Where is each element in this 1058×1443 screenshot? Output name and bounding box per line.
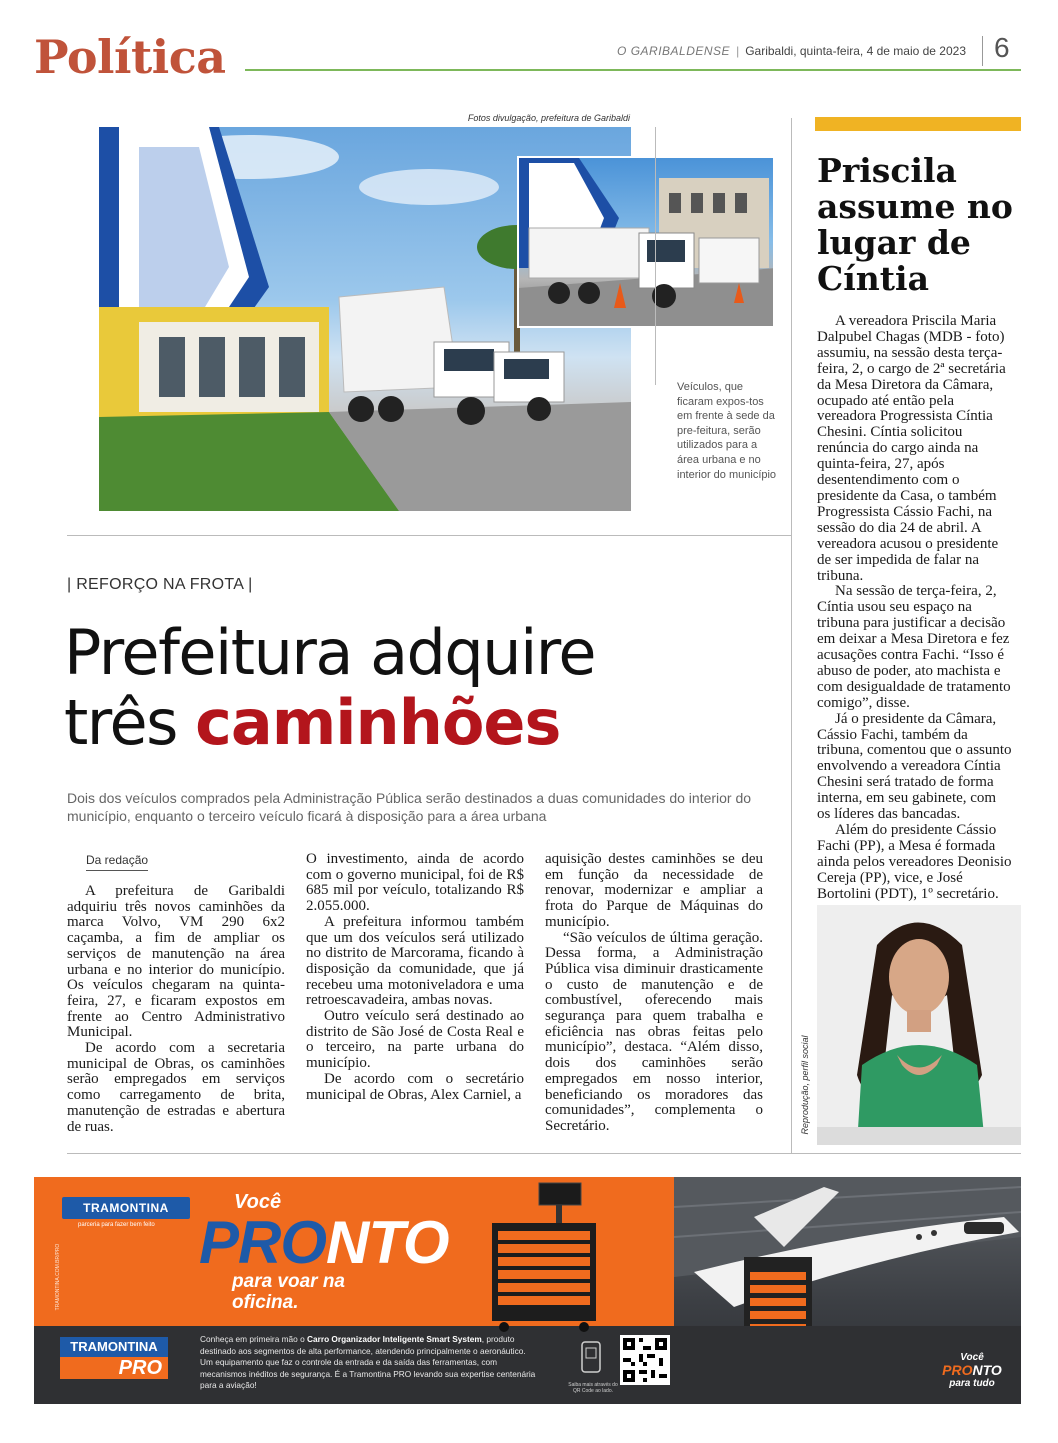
ad-tramontina-pro-logo bbox=[60, 1337, 168, 1381]
ad-copy bbox=[200, 1334, 538, 1392]
qr-code-icon bbox=[623, 1338, 667, 1382]
ad-tool-cabinet-image bbox=[484, 1179, 614, 1334]
ad-copy-rest: , produto destinado aos segmentos de alta performance, atendendo principalmente o aeronáutico. Um equipamento que faz o controle da entrada e da saída das ferramentas, com mecanismos inéditos de segurança. É a Tramontina PRO levando sua expertise centenária para a aviação! bbox=[200, 1334, 536, 1391]
headline-line2-accent: caminhões bbox=[195, 686, 561, 759]
ad-end-slogan bbox=[932, 1352, 1012, 1389]
page-number: 6 bbox=[994, 32, 1010, 63]
article-paragraph: “São veículos de última geração. Dessa forma, a Administração Pública visa diminuir drasticamente o custo de manutenção e de combustível, oferecendo mais segurança para quem trabalha e eficiência nas obras feitas pelo município”, destaca. “Além disso, dois dos caminhões serão empregados em nosso interior, beneficiando os moradores das comunidades”, complementa o Secretário. bbox=[545, 929, 763, 1134]
ad-pronto-nto: NTO bbox=[326, 1209, 449, 1276]
sidebar-photo-credit: Reprodução, perfil social bbox=[800, 1035, 810, 1135]
headline-line1: Prefeitura adquire bbox=[64, 616, 596, 689]
ad-brand-tagline: parceria para fazer bem feito bbox=[78, 1222, 155, 1228]
photo-caption: Veículos, que ficaram expos-tos em frente à sede da pre-feitura, serão utilizados para a área urbana e no interior do município bbox=[677, 381, 777, 481]
article-byline: Da redação bbox=[86, 853, 148, 871]
header-rule bbox=[245, 69, 1021, 71]
article-column-2 bbox=[306, 852, 524, 1103]
article-paragraph: Outro veículo será destinado ao distrito de São José de Costa Real e o terceiro, na parte urbana do município. bbox=[306, 1008, 524, 1072]
ad-slogan: para voar na oficina. bbox=[232, 1271, 345, 1313]
page-number-bar bbox=[982, 36, 983, 66]
tramontina-ad[interactable] bbox=[34, 1177, 1021, 1404]
sidebar-paragraph: Na sessão de terça-feira, 2, Cíntia usou seu espaço na tribuna para justificar a decisão em deixar a Mesa Diretora e fez acusações contra Fachi. “Isso é abuso de poder, ato machista e com desigualdade de tratamento comigo”, disse. bbox=[817, 583, 1011, 711]
portrait-illustration bbox=[817, 905, 1021, 1145]
sidebar-headline: Priscila assume no lugar de Cíntia bbox=[817, 151, 1013, 298]
ad-end-nto: NTO bbox=[972, 1362, 1002, 1378]
article-paragraph: De acordo com o secretário municipal de Obras, Alex Carniel, a bbox=[306, 1070, 524, 1103]
sidebar-divider bbox=[791, 118, 792, 1153]
ad-vertical-url: TRAMONTINA.COM.BR/PRO bbox=[55, 1243, 61, 1311]
header-separator: | bbox=[736, 44, 740, 58]
header-meta bbox=[617, 44, 966, 58]
ad-end-tail: para tudo bbox=[949, 1378, 995, 1389]
ad-qr-hint: Saiba mais através do QR Code ao lado. bbox=[568, 1382, 618, 1394]
ad-qr-code[interactable] bbox=[620, 1335, 670, 1385]
sidebar-paragraph: Além do presidente Cássio Fachi (PP), a Mesa é formada ainda pelos vereadores Deonisio Cereja (PP), vice, e José Bortolini (PDT), 1º secretário. bbox=[817, 822, 1012, 902]
sidebar-body bbox=[817, 314, 1012, 903]
ad-end-voce: Você bbox=[960, 1352, 984, 1363]
article-paragraph: A prefeitura de Garibaldi adquiriu três novos caminhões da marca Volvo, VM 290 6x2 caçamba, a fim de ampliar os serviços de manutenção na área urbana e no interior do município. Os veículos chegaram na quinta-feira, 27, e ficaram expostos em frente ao Centro Administrativo Municipal. bbox=[67, 883, 285, 1041]
article-paragraph: A prefeitura informou também que um dos veículos será utilizado no distrito de Marcorama, ficando à disposição da comunidade, que já recebeu uma motoniveladora e uma retroescavadeira, ambas novas. bbox=[306, 913, 524, 1009]
article-kicker: | REFORÇO NA FROTA | bbox=[67, 576, 253, 593]
content-ad-divider bbox=[67, 1153, 1021, 1154]
ad-brand-logo: TRAMONTINA bbox=[62, 1197, 190, 1219]
inset-photo-trucks bbox=[517, 156, 775, 328]
article-headline bbox=[64, 618, 784, 758]
ad-copy-intro: Conheça em primeira mão o bbox=[200, 1334, 307, 1344]
sidebar-accent-bar bbox=[815, 117, 1021, 131]
ad-pro-logo-top: TRAMONTINA bbox=[60, 1337, 168, 1357]
ad-copy-product: Carro Organizador Inteligente Smart System bbox=[307, 1334, 482, 1344]
ad-end-pronto bbox=[932, 1363, 1012, 1378]
photo-credit: Fotos divulgação, prefeitura de Garibaldi bbox=[467, 113, 630, 123]
photo-caption-divider bbox=[655, 127, 656, 385]
sidebar-paragraph: Já o presidente da Câmara, Cássio Fachi, também da tribuna, comentou que o assunto envolvendo a vereadora Cíntia Chesini será tratado de forma interna, em seu gabinete, com os líderes das bancadas. bbox=[817, 710, 1012, 823]
section-title: Política bbox=[34, 30, 226, 84]
article-column-3 bbox=[545, 852, 763, 1135]
inset-photo-illustration bbox=[519, 158, 775, 328]
ad-pronto-pro: PRO bbox=[199, 1209, 327, 1276]
ad-end-pro: PRO bbox=[942, 1362, 973, 1378]
sidebar-portrait-photo bbox=[817, 905, 1021, 1145]
article-paragraph: O investimento, ainda de acordo com o governo municipal, foi de R$ 685 mil por veículo, totalizando R$ 2.055.000. bbox=[306, 851, 524, 915]
dateline: Garibaldi, quinta-feira, 4 de maio de 2023 bbox=[745, 44, 966, 58]
article-deck: Dois dos veículos comprados pela Administração Pública serão destinados a duas comunidades do interior do município, enquanto o terceiro veículo ficará à disposição para a área urbana bbox=[67, 790, 752, 824]
article-paragraph: aquisição destes caminhões se deu em função da necessidade de renovar, modernizar e ampliar a frota do Parque de Máquinas do município. bbox=[545, 851, 763, 930]
ad-pronto bbox=[199, 1211, 449, 1275]
article-paragraph: De acordo com a secretaria municipal de Obras, os caminhões serão empregados em serviços como carregamento de brita, manutenção de estradas e abertura de ruas. bbox=[67, 1040, 285, 1135]
article-column-1 bbox=[67, 884, 285, 1135]
paper-name: O GARIBALDENSE bbox=[617, 44, 731, 58]
headline-line2-plain: três bbox=[64, 686, 177, 759]
ad-voce: Você bbox=[234, 1191, 282, 1213]
phone-scan-icon bbox=[579, 1340, 605, 1374]
sidebar-paragraph: A vereadora Priscila Maria Dalpubel Chagas (MDB - foto) assumiu, na sessão desta terça-feira, 2, o cargo de 2ª secretária da Mesa Diretora da Câmara, ocupado até então pela vereadora Progressista Cíntia Chesini. Cíntia solicitou renúncia do cargo ainda na quinta-feira, 27, após desentendimento com o presidente da Casa, o também Progressista Cássio Fachi, na sessão do dia 24 de abril. A vereadora acusou o presidente de ser impedida de falar na tribuna. bbox=[817, 313, 1006, 584]
ad-pro-logo-bottom: PRO bbox=[60, 1357, 168, 1379]
photo-article-divider bbox=[67, 535, 791, 536]
